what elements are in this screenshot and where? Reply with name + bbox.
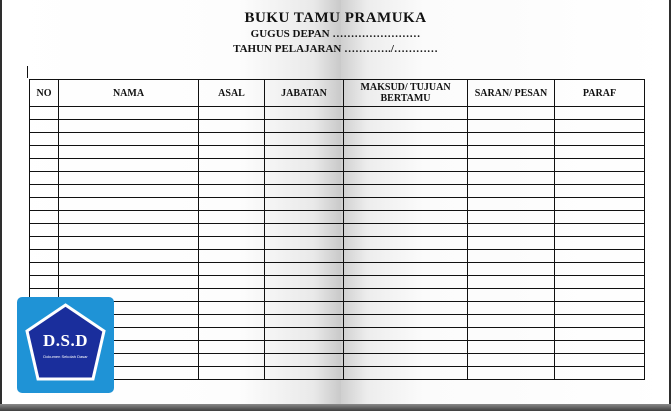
column-header-saran: SARAN/ PESAN [468, 80, 555, 107]
table-cell [265, 198, 344, 211]
table-cell [555, 133, 645, 146]
dsd-logo [17, 297, 114, 393]
column-header-jabatan: JABATAN [265, 80, 344, 107]
table-cell [555, 185, 645, 198]
table-cell [468, 263, 555, 276]
table-cell [59, 133, 199, 146]
table-cell [344, 315, 468, 328]
table-row [30, 211, 645, 224]
table-row [30, 302, 645, 315]
table-cell [265, 276, 344, 289]
table-cell [265, 120, 344, 133]
table-cell [265, 289, 344, 302]
table-cell [265, 263, 344, 276]
table-cell [344, 367, 468, 380]
table-cell [555, 107, 645, 120]
table-cell [265, 185, 344, 198]
table-cell [199, 185, 265, 198]
table-cell [265, 354, 344, 367]
table-cell [555, 211, 645, 224]
table-cell [555, 263, 645, 276]
table-row [30, 237, 645, 250]
book-bottom-edge [0, 404, 671, 411]
table-cell [59, 224, 199, 237]
tahun-pelajaran-line: TAHUN PELAJARAN …………./………… [233, 43, 438, 55]
table-cell [555, 289, 645, 302]
table-cell [199, 302, 265, 315]
table-cell [59, 237, 199, 250]
table-cell [344, 224, 468, 237]
table-cell [468, 133, 555, 146]
table-cell [468, 315, 555, 328]
table-cell [555, 120, 645, 133]
table-cell [555, 302, 645, 315]
table-cell [59, 107, 199, 120]
table-cell [30, 263, 59, 276]
table-cell [199, 172, 265, 185]
table-cell [468, 341, 555, 354]
table-row [30, 159, 645, 172]
table-cell [199, 341, 265, 354]
table-cell [555, 328, 645, 341]
table-cell [555, 276, 645, 289]
table-cell [265, 250, 344, 263]
table-cell [199, 367, 265, 380]
table-cell [265, 107, 344, 120]
column-header-nama: NAMA [59, 80, 199, 107]
table-cell [265, 146, 344, 159]
table-row [30, 107, 645, 120]
table-cell [555, 315, 645, 328]
table-cell [344, 341, 468, 354]
table-row [30, 341, 645, 354]
table-row [30, 354, 645, 367]
table-row [30, 185, 645, 198]
table-cell [199, 198, 265, 211]
table-cell [468, 237, 555, 250]
table-cell [468, 146, 555, 159]
table-row [30, 146, 645, 159]
table-row [30, 367, 645, 380]
table-cell [344, 237, 468, 250]
table-cell [30, 237, 59, 250]
table-cell [468, 302, 555, 315]
gugus-depan-line: GUGUS DEPAN …………………… [250, 28, 421, 40]
table-cell [555, 237, 645, 250]
table-row [30, 276, 645, 289]
column-header-asal: ASAL [199, 80, 265, 107]
table-cell [199, 237, 265, 250]
table-cell [344, 276, 468, 289]
table-row [30, 198, 645, 211]
table-cell [59, 120, 199, 133]
table-cell [555, 354, 645, 367]
table-cell [555, 250, 645, 263]
table-cell [265, 237, 344, 250]
table-cell [199, 146, 265, 159]
table-cell [59, 263, 199, 276]
table-cell [468, 211, 555, 224]
table-cell [344, 211, 468, 224]
table-cell [555, 224, 645, 237]
table-cell [59, 185, 199, 198]
table-cell [199, 328, 265, 341]
table-cell [30, 172, 59, 185]
table-row [30, 289, 645, 302]
table-cell [30, 146, 59, 159]
table-cell [344, 354, 468, 367]
table-cell [265, 172, 344, 185]
table-cell [265, 211, 344, 224]
table-cell [344, 250, 468, 263]
table-cell [265, 315, 344, 328]
table-cell [199, 107, 265, 120]
table-cell [59, 159, 199, 172]
table-cell [555, 341, 645, 354]
table-cell [265, 341, 344, 354]
table-cell [59, 198, 199, 211]
table-row [30, 120, 645, 133]
document-header [0, 10, 671, 57]
column-header-no: NO [30, 80, 59, 107]
table-cell [468, 172, 555, 185]
table-cell [344, 328, 468, 341]
table-cell [344, 302, 468, 315]
table-cell [468, 185, 555, 198]
table-cell [344, 263, 468, 276]
table-cell [468, 354, 555, 367]
table-cell [468, 198, 555, 211]
table-cell [30, 198, 59, 211]
table-cell [468, 328, 555, 341]
table-row [30, 263, 645, 276]
table-cell [344, 198, 468, 211]
logo-text: D.S.D [42, 331, 88, 350]
table-cell [59, 211, 199, 224]
table-cell [265, 133, 344, 146]
table-cell [468, 107, 555, 120]
table-cell [468, 289, 555, 302]
table-header-row [30, 80, 645, 107]
table-cell [199, 354, 265, 367]
table-cell [344, 289, 468, 302]
table-cell [344, 146, 468, 159]
table-cell [265, 302, 344, 315]
table-cell [30, 185, 59, 198]
table-cell [30, 224, 59, 237]
table-cell [199, 315, 265, 328]
margin-tick [27, 66, 28, 78]
table-cell [344, 172, 468, 185]
table-row [30, 328, 645, 341]
table-cell [30, 276, 59, 289]
table-cell [199, 211, 265, 224]
table-cell [555, 159, 645, 172]
table-cell [344, 159, 468, 172]
table-cell [344, 107, 468, 120]
column-header-maksud: MAKSUD/ TUJUAN BERTAMU [344, 80, 468, 107]
table-row [30, 224, 645, 237]
table-cell [468, 159, 555, 172]
table-row [30, 172, 645, 185]
table-cell [344, 185, 468, 198]
table-cell [30, 120, 59, 133]
table-cell [59, 250, 199, 263]
table-cell [555, 172, 645, 185]
table-cell [468, 367, 555, 380]
table-cell [199, 120, 265, 133]
logo-tagline: Dokumen Sekolah Dasar [43, 354, 88, 359]
guest-table-body [30, 107, 645, 380]
table-cell [199, 159, 265, 172]
column-header-paraf: PARAF [555, 80, 645, 107]
table-cell [265, 224, 344, 237]
table-row [30, 133, 645, 146]
table-cell [199, 276, 265, 289]
table-cell [344, 120, 468, 133]
table-cell [59, 172, 199, 185]
table-cell [555, 198, 645, 211]
table-row [30, 315, 645, 328]
table-cell [468, 250, 555, 263]
table-cell [555, 367, 645, 380]
table-cell [59, 146, 199, 159]
table-cell [30, 250, 59, 263]
table-cell [265, 367, 344, 380]
table-cell [199, 289, 265, 302]
table-cell [30, 107, 59, 120]
table-cell [265, 159, 344, 172]
document-title: BUKU TAMU PRAMUKA [244, 10, 427, 26]
table-cell [199, 133, 265, 146]
table-cell [30, 159, 59, 172]
table-row [30, 250, 645, 263]
table-cell [468, 224, 555, 237]
table-cell [199, 250, 265, 263]
table-cell [344, 133, 468, 146]
guest-table [29, 79, 645, 380]
table-cell [199, 224, 265, 237]
table-cell [59, 276, 199, 289]
table-cell [199, 263, 265, 276]
table-cell [468, 276, 555, 289]
table-cell [30, 133, 59, 146]
table-cell [468, 120, 555, 133]
table-cell [555, 146, 645, 159]
table-cell [265, 328, 344, 341]
table-cell [30, 211, 59, 224]
